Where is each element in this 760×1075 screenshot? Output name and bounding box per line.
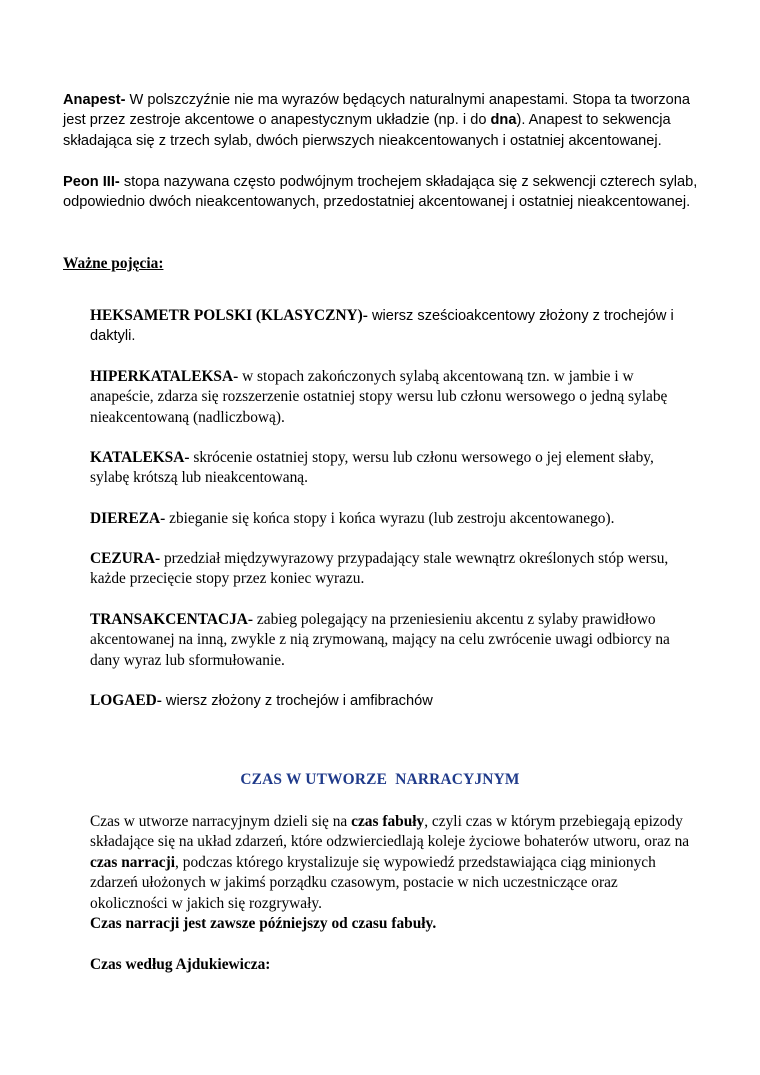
- term-logaed-name: LOGAED: [90, 692, 157, 709]
- czas-bold-statement: [90, 914, 680, 934]
- czas-text-2: , czyli czas w którym przebiegają epizody składające się na układ zdarzeń, które odzwierciedlają koleje życiowe bohaterów utworu, oraz na: [90, 813, 690, 851]
- term-hiperkataleksa-name: HIPERKATALEKSA: [90, 368, 234, 385]
- term-logaed: [90, 691, 680, 711]
- anapest-dash: -: [120, 92, 126, 108]
- peon-paragraph: [63, 172, 703, 213]
- term-transakcentacja-name: TRANSAKCENTACJA: [90, 611, 248, 628]
- anapest-text-1: W polszczyźnie nie ma wyrazów będących naturalnymi anapestami. Stopa ta tworzona jest przez zestroje akcentowe o anapestycznym układzie (np. i do: [63, 92, 691, 129]
- peon-text: stopa nazywana często podwójnym trochejem składająca się z sekwencji czterech sylab, odpowiednio dwóch nieakcentowanych, przedostatniej akcentowanej i ostatniej nieakcentowanej.: [63, 174, 698, 211]
- peon-term: Peon III: [63, 174, 115, 190]
- important-terms-heading: Ważne pojęcia:: [63, 255, 164, 272]
- term-transakcentacja: [90, 610, 680, 671]
- czas-bold-fabula: czas fabuły: [351, 813, 425, 830]
- anapest-bold-example: dna: [490, 112, 517, 129]
- term-kataleksa: [90, 448, 680, 489]
- czas-ajdukiewicz-label: Czas według Ajdukiewicza:: [90, 956, 271, 973]
- term-logaed-dash: -: [156, 692, 162, 709]
- term-diereza-text: zbieganie się końca stopy i końca wyrazu (lub zestroju akcentowanego).: [165, 510, 615, 527]
- term-diereza-dash: -: [160, 510, 166, 527]
- czas-text-1: Czas w utworze narracyjnym dzieli się na: [90, 813, 352, 830]
- czas-text-3: , podczas którego krystalizuje się wypowiedź przedstawiająca ciąg minionych zdarzeń ułożonych w jakimś porządku czasowym, postacie w nich uczestniczące oraz okoliczności w jakich się rozgrywały.: [90, 853, 656, 912]
- term-kataleksa-name: KATALEKSA: [90, 449, 185, 466]
- term-cezura: [90, 549, 680, 590]
- term-kataleksa-text: skrócenie ostatniej stopy, wersu lub członu wersowego o jej element słaby, sylabę krótszą lub nieakcentowaną.: [90, 449, 654, 487]
- term-hiperkataleksa: [90, 367, 680, 428]
- anapest-term: Anapest: [63, 92, 121, 108]
- anapest-paragraph: [63, 90, 703, 151]
- term-hiperkataleksa-dash: -: [233, 368, 239, 385]
- term-cezura-name: CEZURA: [90, 550, 155, 567]
- term-heksametr-name: HEKSAMETR POLSKI (KLASYCZNY): [90, 307, 363, 324]
- term-transakcentacja-dash: -: [247, 611, 254, 628]
- term-hiperkataleksa-text: w stopach zakończonych sylabą akcentowaną tzn. w jambie i w anapeście, zdarza się rozszerzenie ostatniej stopy wersu lub członu wersowego o jedną sylabę nieakcentowaną (nadliczbową).: [90, 368, 668, 426]
- peon-dash: -: [114, 174, 120, 190]
- czas-bold-line: Czas narracji jest zawsze późniejszy od czasu fabuły.: [90, 915, 437, 932]
- term-heksametr: [90, 306, 680, 347]
- term-transakcentacja-text: zabieg polegający na przeniesieniu akcentu z sylaby prawidłowo akcentowanej na inną, zwykle z nią zrymowaną, mający na celu zwrócenie uwagi odbiorcy na dany wyraz lub sformułowanie.: [90, 611, 670, 669]
- term-heksametr-dash: -: [362, 307, 368, 324]
- term-cezura-text: przedział międzywyrazowy przypadający stale wewnątrz określonych stóp wersu, każde przecięcie stopy przez koniec wyrazu.: [90, 550, 669, 588]
- term-cezura-dash: -: [155, 550, 161, 567]
- section-title: CZAS W UTWORZE NARRACYJNYM: [240, 771, 520, 788]
- anapest-text-2: ). Anapest to sekwencja składająca się z trzech sylab, dwóch pierwszych nieakcentowanych i ostatniej akcentowanej.: [63, 112, 671, 149]
- term-diereza-name: DIEREZA: [90, 510, 161, 527]
- term-heksametr-text: wiersz sześcioakcentowy złożony z trochejów i daktyli.: [90, 308, 674, 345]
- term-diereza: [90, 509, 680, 529]
- term-logaed-text: wiersz złożony z trochejów i amfibrachów: [161, 693, 433, 709]
- czas-bold-narracja: czas narracji: [90, 853, 176, 871]
- czas-ajdukiewicz-heading: [90, 955, 680, 975]
- czas-paragraph: [90, 812, 690, 914]
- term-kataleksa-dash: -: [184, 449, 190, 466]
